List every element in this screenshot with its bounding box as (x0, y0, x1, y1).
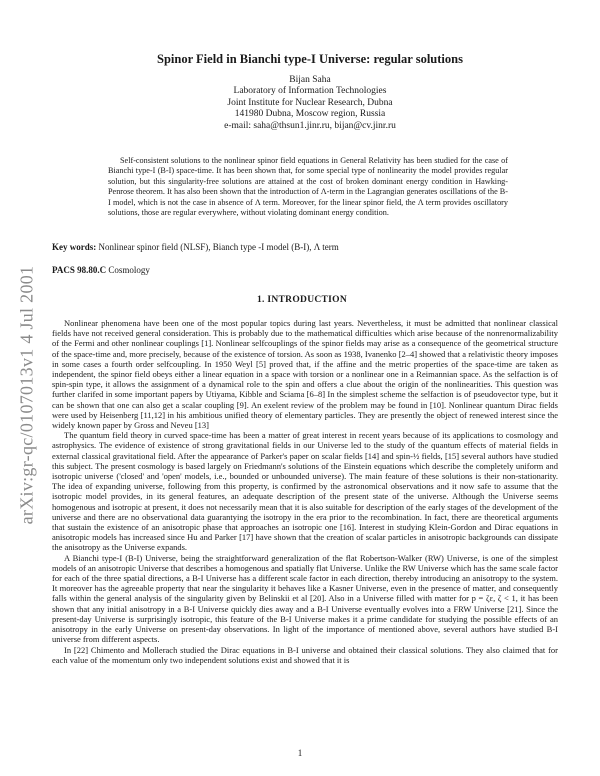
paper-title: Spinor Field in Bianchi type-I Universe: regular solutions (157, 52, 463, 66)
author-lab: Laboratory of Information Technologies (233, 86, 387, 97)
author-email: e-mail: saha@thsun1.jinr.ru, bijan@cv.jinr.ru (224, 120, 396, 131)
author-name: Bijan Saha (289, 75, 331, 85)
paragraph: In [22] Chimento and Mollerach studied the Dirac equations in B-I universe and obtained their classical solutions. They also claimed that for each value of the momentum only two independent solutions exist and showed that it is (52, 644, 558, 665)
keywords (52, 242, 552, 252)
section-body (52, 318, 558, 665)
paragraph: The quantum field theory in curved space-time has been a matter of great interest in recent years because of its applications to cosmology and astrophysics. The evidence of existence of strong gravitational fields in our Universe led to the study of the quantum effects of material fields in external classical gravitational field. After the appearance of Parker's paper on scalar fields [14] and spin-½ fields, [15] several authors have studied this subject. The present cosmology is based largely on Friedmann's solutions of the Einstein equations which describe the completely uniform and isotropic universe ('closed' and 'open' models, i.e., bounded or unbounded universe). The main feature of these solutions is their non-stationarity. The idea of expanding universe, following from this property, is confirmed by the astronomical observations and it now safe to assume that the isotropic model provides, in its general features, an adequate description of the present state of the universe. Although the Universe seems homogenous and isotropic at present, it does not necessarily mean that it is also suitable for description of the early stages of the development of the universe and there are no observational data guarantying the isotropy in the era prior to the recombination. In fact, there are theoretical arguments that sustain the existence of an anisotropic phase that approaches an isotropic one [16]. Interest in studying Klein-Gordon and Dirac equations in anisotropic models has increased since Hu and Parker [17] have shown that the creation of scalar particles in anisotropic backgrounds can dissipate the anisotropy as the Universe expands. (52, 430, 558, 553)
paragraph: Nonlinear phenomena have been one of the most popular topics during last years. Nevertheless, it must be admitted that nonlinear classical fields have not received general consideration. This is probably due to the mathematical difficulties which arise because of the nonrenormalizability of the Fermi and other nonlinear couplings [1]. Nonlinear selfcouplings of the spinor fields may arise as a consequence of the geometrical structure of the space-time and, more precisely, because of the existence of torsion. As soon as 1938, Ivanenko [2–4] showed that a relativistic theory imposes in some cases a fourth order selfcoupling. In 1950 Weyl [5] proved that, if the affine and the metric properties of the space-time are taken as independent, the spinor field obeys either a linear equation in a space with torsion or a nonlinear one in a Reimannian space. As the selfaction is of spin-spin type, it allows the assignment of a dynamical role to the spin and offers a clue about the origin of the nonlinearities. This question was further clarifed in some important papers by Utiyama, Kibble and Sciama [6–8] In the simplest scheme the selfaction is of pseudovector type, but it can be shown that one can also get a scalar coupling [9]. An exelent review of the problem may be found in [10]. Nonlinear quantum Dirac fields were used by Heisenberg [11,12] in his ambitious unified theory of elementary particles. They are presently the object of renewed interest since the widely known paper by Gross and Neveu [13] (52, 318, 558, 431)
keywords-label: Key words: (52, 242, 97, 252)
author-institute: Joint Institute for Nuclear Research, Dubna (227, 97, 393, 108)
pacs-text: Cosmology (108, 265, 150, 275)
arxiv-id: arXiv:gr-qc/0107013v1 4 Jul 2001 (16, 265, 37, 525)
pacs-label: PACS 98.80.C (52, 265, 107, 275)
author-block (60, 75, 560, 132)
abstract: Self-consistent solutions to the nonlinear spinor field equations in General Relativity has been studied for the case of Bianchi type-I (B-I) space-time. It has been shown that, for some special type of nonlinearity the model provides regular solution, but this singularity-free solutions are attained at the cost of broken dominant energy condition in Hawking-Penrose theorem. It has also been shown that the introduction of Λ-term in the Lagrangian generates oscillations of the B-I model, which is not the case in absence of Λ term. Moreover, for the linear spinor field, the Λ term provides oscillatory solutions, those are regular everywhere, without violating dominant energy condition. (108, 156, 508, 218)
page-number: 1 (297, 748, 303, 758)
section-heading: 1. INTRODUCTION (256, 295, 347, 305)
pacs (52, 265, 552, 275)
keywords-text: Nonlinear spinor field (NLSF), Bianch type -I model (B-I), Λ term (98, 242, 339, 252)
arxiv-watermark (10, 195, 44, 595)
paragraph: A Bianchi type-I (B-I) Universe, being the straightforward generalization of the flat Robertson-Walker (RW) Universe, is one of the simplest models of an anisotropic Universe that describes a homogenous and spatially flat Universe. Unlike the RW Universe which has the same scale factor for each of the three spatial directions, a B-I Universe has a different scale factor in each direction, thereby introducing an anisotropy to the system. It moreover has the agreeable property that near the singularity it behaves like a Kasner Universe, even in the presence of matter, and consequently falls within the general analysis of the singularity given by Belinskii et al [20]. Also in a Universe filled with matter for p = ζε, ζ < 1, it has been shown that any initial anisotropy in a B-I Universe quickly dies away and a B-I Universe eventually evolves into a FRW Universe [21]. Since the present-day Universe is surprisingly isotropic, this feature of the B-I Universe makes it a prime candidate for studying the possible effects of an anisotropy in the early Universe on present-day observations. In light of the importance of mentioned above, several authors have studied B-I universe from different aspects. (52, 552, 558, 645)
author-address: 141980 Dubna, Moscow region, Russia (234, 109, 386, 120)
